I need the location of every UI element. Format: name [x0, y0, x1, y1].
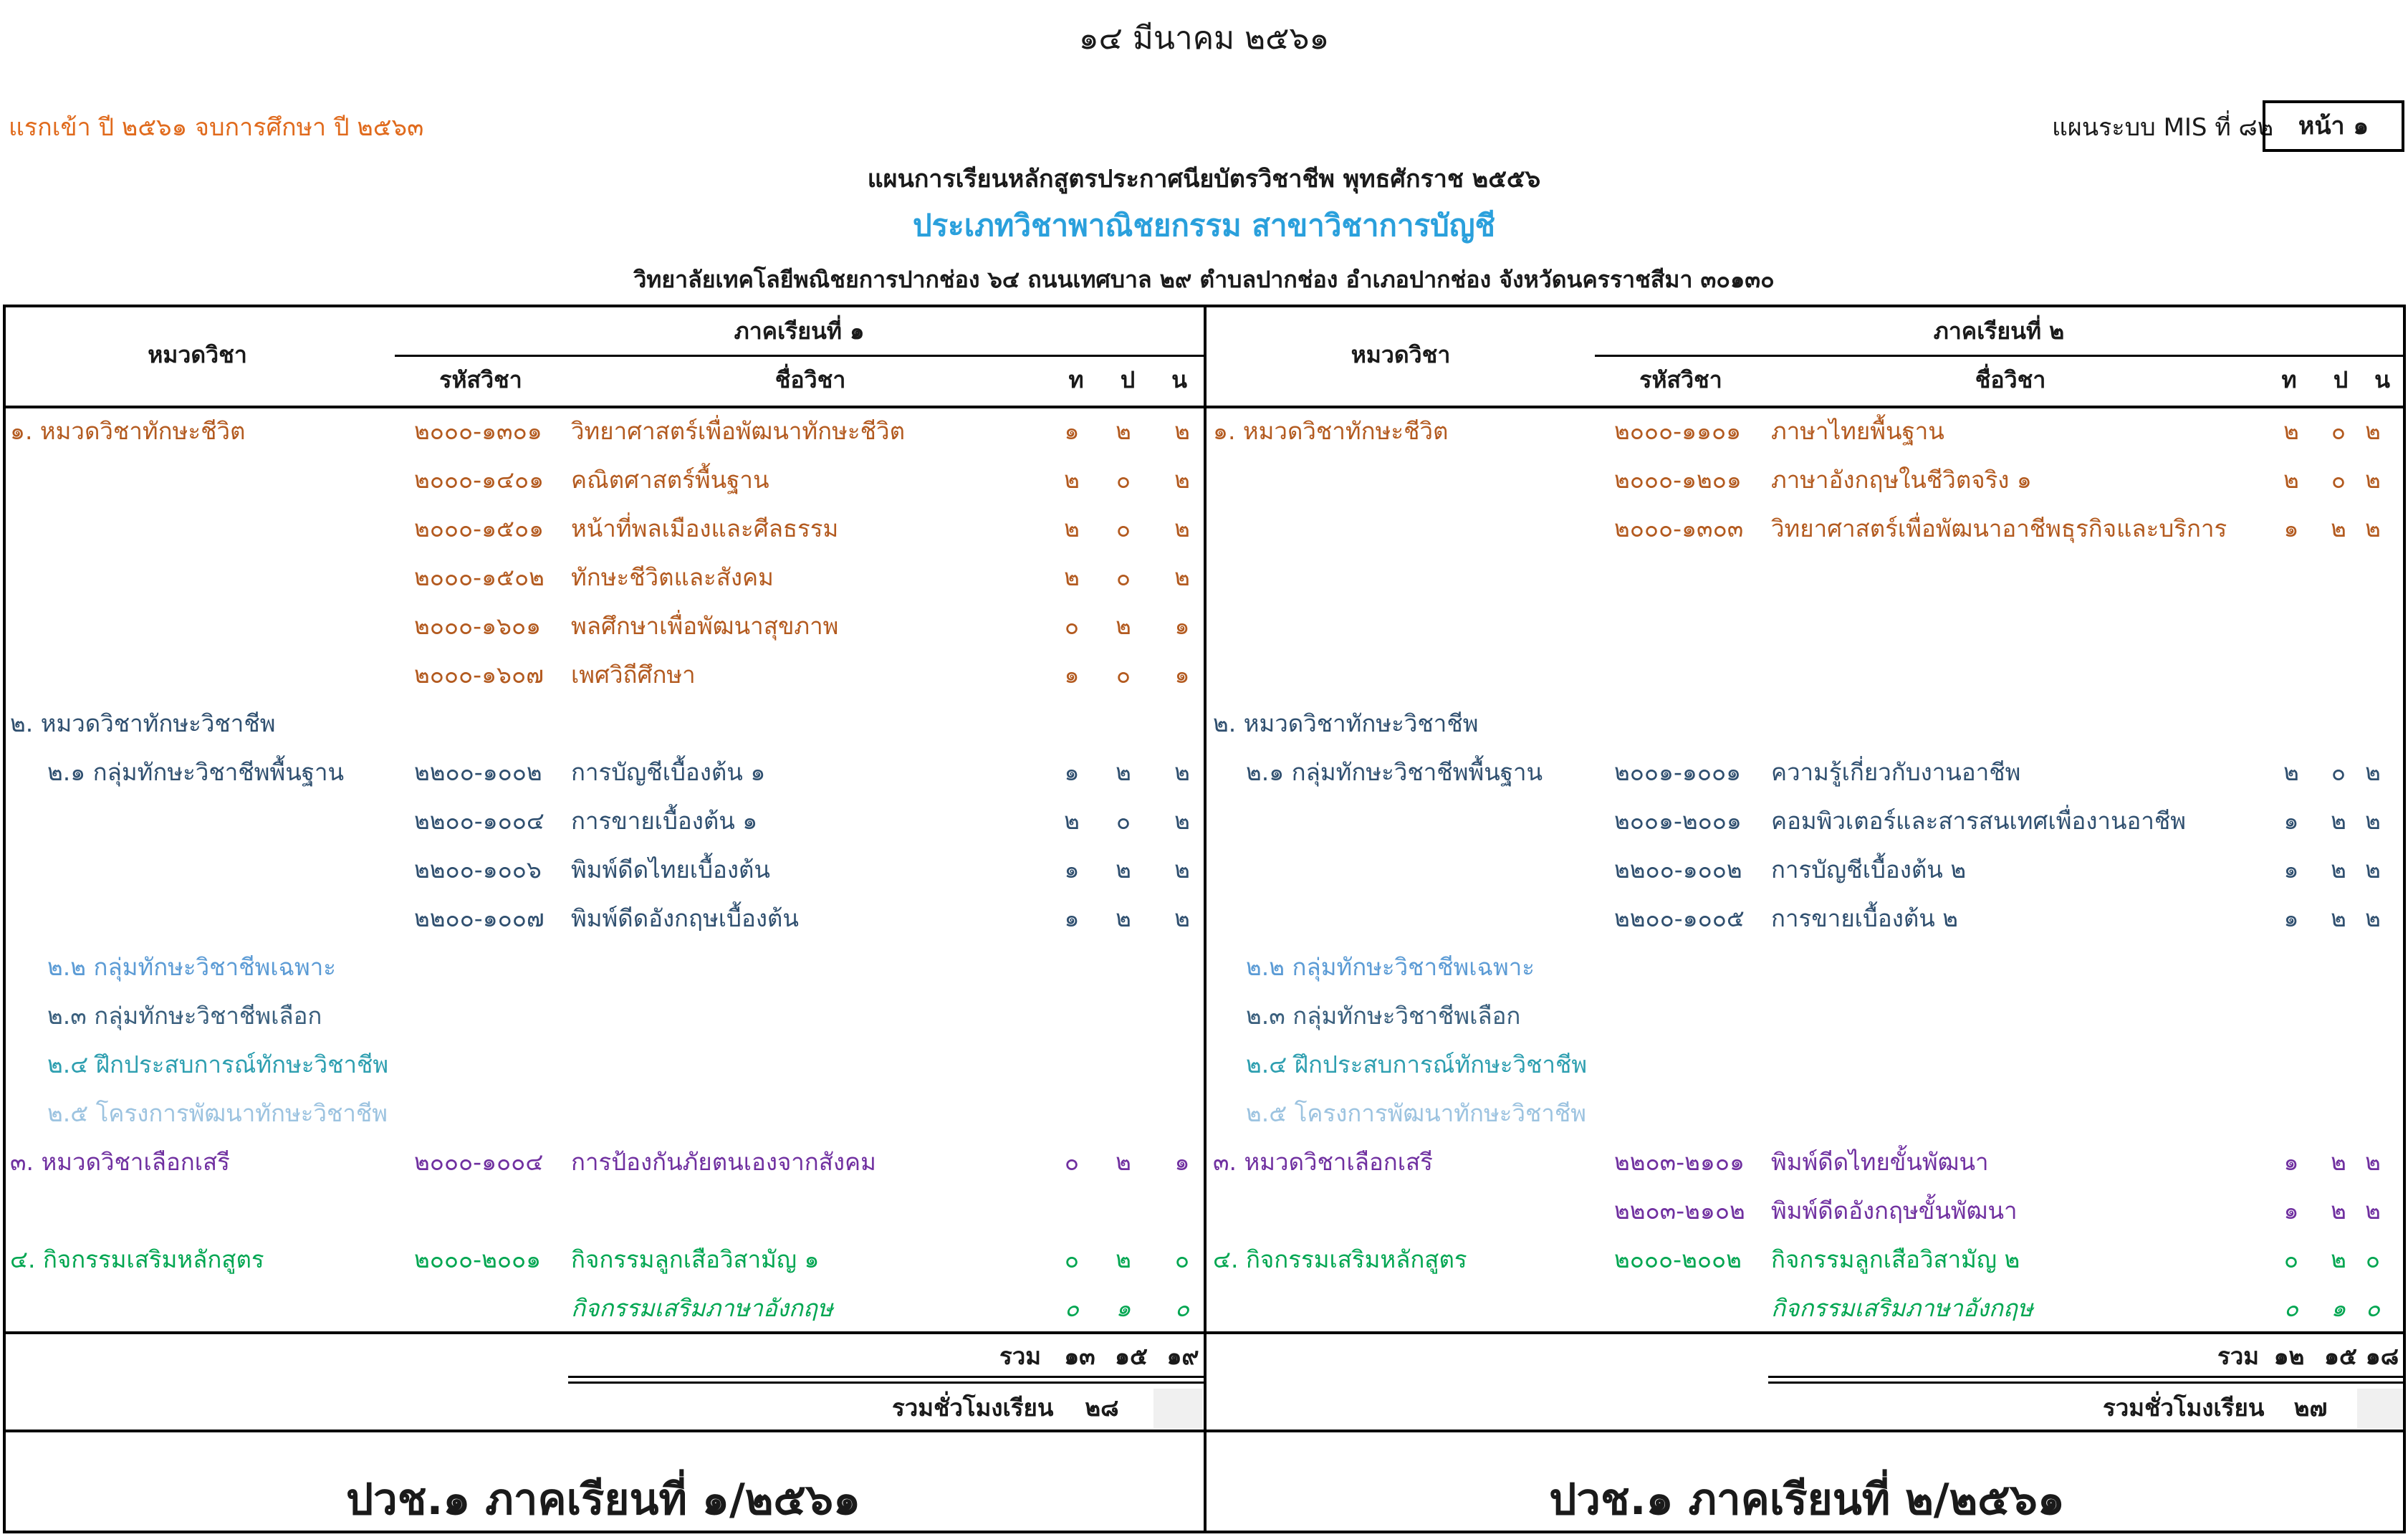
- course-practice-hours: ๒: [2331, 1148, 2346, 1176]
- course-name: การบัญชีเบื้องต้น ๑: [571, 758, 766, 786]
- right-total-credit: ๑๘: [2365, 1342, 2399, 1370]
- course-theory-hours: ๑: [2283, 1197, 2299, 1225]
- course-credits: ๐: [2365, 1245, 2381, 1273]
- footer-top-line: [3, 1430, 2406, 1432]
- right-credit-header: น: [2374, 366, 2390, 393]
- course-practice-hours: ๐: [2331, 466, 2346, 494]
- right-category-label: ๒.๓ กลุ่มทักษะวิชาชีพเลือก: [1246, 1002, 1521, 1030]
- course-practice-hours: ๒: [2331, 1245, 2346, 1273]
- right-total-label: รวม: [2217, 1342, 2260, 1370]
- course-practice-hours: ๐: [1116, 807, 1131, 835]
- course-practice-hours: ๐: [1116, 563, 1131, 591]
- course-practice-hours: ๒: [1116, 856, 1131, 884]
- course-name: พิมพ์ดีดอังกฤษขั้นพัฒนา: [1771, 1197, 2018, 1225]
- course-code: ๒๒๐๐-๑๐๐๖: [414, 856, 542, 884]
- course-credits: ๒: [2365, 514, 2381, 542]
- right-category-label: ๒.๕ โครงการพัฒนาทักษะวิชาชีพ: [1246, 1099, 1587, 1127]
- course-practice-hours: ๐: [1116, 514, 1131, 542]
- course-code: ๒๒๐๓-๒๑๐๑: [1614, 1148, 1745, 1176]
- course-theory-hours: ๐: [1064, 1148, 1080, 1176]
- right-hours-value: ๒๗: [2293, 1394, 2328, 1422]
- course-practice-hours: ๒: [1116, 904, 1131, 932]
- course-code: ๒๐๐๑-๑๐๐๑: [1614, 758, 1742, 786]
- course-theory-hours: ๒: [1064, 466, 1080, 494]
- course-name: ภาษาอังกฤษในชีวิตจริง ๑: [1771, 466, 2032, 494]
- course-theory-hours: ๒: [1064, 563, 1080, 591]
- course-theory-hours: ๑: [2283, 904, 2299, 932]
- left-hours-value: ๒๘: [1085, 1394, 1119, 1422]
- course-name: เพศวิถีศึกษา: [571, 661, 696, 689]
- left-category-label: ๒.๔ ฝึกประสบการณ์ทักษะวิชาชีพ: [47, 1050, 389, 1078]
- left-hours-double-line-1: [568, 1376, 1204, 1378]
- course-credits: ๒: [1174, 758, 1190, 786]
- course-credits: ๑: [1174, 1148, 1190, 1176]
- right-code-header: รหัสวิชา: [1639, 366, 1722, 393]
- left-hours-double-line-2: [568, 1382, 1204, 1384]
- course-code: ๒๐๐๐-๑๖๐๑: [414, 612, 542, 640]
- right-practice-header: ป: [2333, 366, 2349, 393]
- course-theory-hours: ๑: [2283, 514, 2299, 542]
- right-category-label: ๓. หมวดวิชาเลือกเสรี: [1213, 1148, 1433, 1176]
- header-bottom-line: [3, 406, 2406, 408]
- page-number-box: หน้า ๑: [2263, 100, 2404, 152]
- left-total-theory: ๑๓: [1064, 1342, 1095, 1370]
- right-footer-title: ปวช.๑ ภาคเรียนที่ ๒/๒๕๖๑: [1549, 1475, 2065, 1525]
- course-credits: ๒: [1174, 417, 1190, 445]
- right-hours-double-line-2: [1768, 1382, 2403, 1384]
- course-practice-hours: ๒: [1116, 1245, 1131, 1273]
- course-name: พิมพ์ดีดอังกฤษเบื้องต้น: [571, 904, 799, 932]
- course-credits: ๒: [2365, 417, 2381, 445]
- course-practice-hours: ๒: [2331, 807, 2346, 835]
- course-practice-hours: ๑: [1116, 1294, 1131, 1322]
- course-practice-hours: ๐: [2331, 758, 2346, 786]
- course-code: ๒๐๐๑-๒๐๐๑: [1614, 807, 1742, 835]
- course-code: ๒๐๐๐-๑๓๐๑: [414, 417, 542, 445]
- course-practice-hours: ๒: [2331, 856, 2346, 884]
- course-credits: ๒: [1174, 466, 1190, 494]
- course-credits: ๑: [1174, 661, 1190, 689]
- left-name-header: ชื่อวิชา: [774, 366, 846, 393]
- course-credits: ๒: [1174, 563, 1190, 591]
- left-practice-header: ป: [1120, 366, 1136, 393]
- intake-year-text: แรกเข้า ปี ๒๕๖๑ จบการศึกษา ปี ๒๕๖๓: [9, 113, 424, 142]
- left-total-credit: ๑๙: [1166, 1342, 1199, 1370]
- course-practice-hours: ๑: [2331, 1294, 2346, 1322]
- course-name: พิมพ์ดีดไทยเบื้องต้น: [571, 856, 770, 884]
- course-name: หน้าที่พลเมืองและศีลธรรม: [571, 514, 839, 542]
- course-theory-hours: ๐: [1064, 1294, 1080, 1322]
- right-category-label: ๒.๑ กลุ่มทักษะวิชาชีพพื้นฐาน: [1246, 758, 1543, 786]
- course-name: วิทยาศาสตร์เพื่อพัฒนาทักษะชีวิต: [571, 417, 905, 445]
- right-category-label: ๒.๔ ฝึกประสบการณ์ทักษะวิชาชีพ: [1246, 1050, 1588, 1078]
- course-practice-hours: ๐: [1116, 466, 1131, 494]
- course-credits: ๐: [1174, 1245, 1190, 1273]
- course-theory-hours: ๒: [1064, 807, 1080, 835]
- course-code: ๒๒๐๐-๑๐๐๒: [414, 758, 542, 786]
- course-theory-hours: ๑: [2283, 1148, 2299, 1176]
- course-practice-hours: ๒: [1116, 612, 1131, 640]
- course-credits: ๒: [2365, 856, 2381, 884]
- totals-top-line: [3, 1331, 2406, 1334]
- right-category-label: ๒. หมวดวิชาทักษะวิชาชีพ: [1213, 709, 1479, 737]
- left-category-label: ๔. กิจกรรมเสริมหลักสูตร: [10, 1245, 264, 1273]
- document-date: ๑๔ มีนาคม ๒๕๖๑: [1078, 20, 1330, 57]
- right-category-label: ๔. กิจกรรมเสริมหลักสูตร: [1213, 1245, 1467, 1273]
- course-practice-hours: ๒: [1116, 1148, 1131, 1176]
- course-name: ภาษาไทยพื้นฐาน: [1771, 417, 1944, 445]
- program-title: ประเภทวิชาพาณิชยกรรม สาขาวิชาการบัญชี: [912, 208, 1496, 243]
- right-total-theory: ๑๒: [2273, 1342, 2305, 1370]
- left-hours-label: รวมชั่วโมงเรียน: [892, 1394, 1054, 1422]
- course-theory-hours: ๒: [2283, 758, 2299, 786]
- course-name: ความรู้เกี่ยวกับงานอาชีพ: [1771, 758, 2021, 786]
- mis-plan-number: แผนระบบ MIS ที่ ๘๒: [2052, 113, 2274, 142]
- course-theory-hours: ๑: [1064, 904, 1080, 932]
- right-category-label: ๑. หมวดวิชาทักษะชีวิต: [1213, 417, 1449, 445]
- course-name: พลศึกษาเพื่อพัฒนาสุขภาพ: [571, 612, 839, 640]
- left-code-header: รหัสวิชา: [439, 366, 522, 393]
- course-code: ๒๐๐๐-๑๔๐๑: [414, 466, 545, 494]
- course-code: ๒๐๐๐-๑๑๐๑: [1614, 417, 1742, 445]
- course-credits: ๒: [2365, 466, 2381, 494]
- course-credits: ๒: [2365, 904, 2381, 932]
- course-theory-hours: ๐: [1064, 612, 1080, 640]
- course-credits: ๒: [2365, 807, 2381, 835]
- left-category-label: ๒.๕ โครงการพัฒนาทักษะวิชาชีพ: [47, 1099, 388, 1127]
- right-total-practice: ๑๕: [2324, 1342, 2357, 1370]
- course-practice-hours: ๐: [1116, 661, 1131, 689]
- right-hours-shade: [2357, 1389, 2403, 1428]
- course-code: ๒๐๐๐-๑๕๐๒: [414, 563, 545, 591]
- right-semester-header: ภาคเรียนที่ ๒: [1933, 317, 2065, 345]
- curriculum-title: แผนการเรียนหลักสูตรประกาศนียบัตรวิชาชีพ พุทธศักราช ๒๕๕๖: [867, 165, 1541, 193]
- course-theory-hours: ๒: [2283, 466, 2299, 494]
- left-semester-header: ภาคเรียนที่ ๑: [734, 317, 865, 345]
- course-practice-hours: ๒: [2331, 904, 2346, 932]
- left-theory-header: ท: [1068, 366, 1084, 393]
- course-credits: ๒: [1174, 807, 1190, 835]
- course-name: การบัญชีเบื้องต้น ๒: [1771, 856, 1967, 884]
- course-code: ๒๒๐๐-๑๐๐๒: [1614, 856, 1742, 884]
- college-address: วิทยาลัยเทคโลยีพณิชยการปากช่อง ๖๔ ถนนเทศบาล ๒๙ ตำบลปากช่อง อำเภอปากช่อง จังหวัดนครราชสีมา ๓๐๑๓๐: [633, 266, 1775, 293]
- course-code: ๒๒๐๐-๑๐๐๗: [414, 904, 545, 932]
- course-code: ๒๐๐๐-๑๐๐๔: [414, 1148, 544, 1176]
- course-credits: ๒: [2365, 1148, 2381, 1176]
- course-theory-hours: ๑: [1064, 661, 1080, 689]
- course-code: ๒๐๐๐-๒๐๐๑: [414, 1245, 542, 1273]
- left-category-header: หมวดวิชา: [148, 341, 247, 368]
- course-theory-hours: ๒: [2283, 417, 2299, 445]
- left-category-label: ๒. หมวดวิชาทักษะวิชาชีพ: [10, 709, 276, 737]
- course-name: คณิตศาสตร์พื้นฐาน: [571, 466, 769, 494]
- course-credits: ๒: [1174, 856, 1190, 884]
- course-code: ๒๐๐๐-๑๖๐๗: [414, 661, 544, 689]
- course-practice-hours: ๐: [2331, 417, 2346, 445]
- course-code: ๒๐๐๐-๑๓๐๓: [1614, 514, 1744, 542]
- left-total-label: รวม: [999, 1342, 1042, 1370]
- course-theory-hours: ๑: [1064, 417, 1080, 445]
- course-name: การป้องกันภัยตนเองจากสังคม: [571, 1148, 876, 1176]
- course-name: พิมพ์ดีดไทยขั้นพัฒนา: [1771, 1148, 1989, 1176]
- right-theory-header: ท: [2281, 366, 2297, 393]
- left-category-label: ๒.๓ กลุ่มทักษะวิชาชีพเลือก: [47, 1002, 322, 1030]
- left-header-underline: [395, 355, 1204, 357]
- course-code: ๒๐๐๐-๒๐๐๒: [1614, 1245, 1742, 1273]
- course-theory-hours: ๑: [2283, 807, 2299, 835]
- course-theory-hours: ๐: [2283, 1245, 2299, 1273]
- course-credits: ๒: [1174, 514, 1190, 542]
- course-credits: ๐: [1174, 1294, 1190, 1322]
- course-theory-hours: ๑: [2283, 856, 2299, 884]
- left-category-label: ๓. หมวดวิชาเลือกเสรี: [10, 1148, 230, 1176]
- course-credits: ๒: [2365, 1197, 2381, 1225]
- course-name: คอมพิวเตอร์และสารสนเทศเพื่องานอาชีพ: [1771, 807, 2187, 835]
- course-code: ๒๒๐๐-๑๐๐๔: [414, 807, 545, 835]
- course-practice-hours: ๒: [2331, 514, 2346, 542]
- semester-divider: [1204, 305, 1207, 1533]
- course-name: กิจกรรมเสริมภาษาอังกฤษ: [1771, 1294, 2033, 1322]
- right-hours-label: รวมชั่วโมงเรียน: [2103, 1394, 2265, 1422]
- course-credits: ๑: [1174, 612, 1190, 640]
- course-code: ๒๒๐๐-๑๐๐๕: [1614, 904, 1745, 932]
- course-name: การขายเบื้องต้น ๒: [1771, 904, 1959, 932]
- left-hours-shade: [1153, 1389, 1202, 1428]
- course-practice-hours: ๒: [1116, 758, 1131, 786]
- course-theory-hours: ๐: [1064, 1245, 1080, 1273]
- course-name: วิทยาศาสตร์เพื่อพัฒนาอาชีพธุรกิจและบริการ: [1771, 514, 2227, 542]
- course-code: ๒๐๐๐-๑๒๐๑: [1614, 466, 1742, 494]
- left-category-label: ๒.๑ กลุ่มทักษะวิชาชีพพื้นฐาน: [47, 758, 345, 786]
- course-theory-hours: ๑: [1064, 856, 1080, 884]
- course-practice-hours: ๒: [2331, 1197, 2346, 1225]
- course-theory-hours: ๐: [2283, 1294, 2299, 1322]
- left-footer-title: ปวช.๑ ภาคเรียนที่ ๑/๒๕๖๑: [345, 1475, 861, 1525]
- course-theory-hours: ๑: [1064, 758, 1080, 786]
- course-credits: ๐: [2365, 1294, 2381, 1322]
- left-category-label: ๑. หมวดวิชาทักษะชีวิต: [10, 417, 246, 445]
- course-name: กิจกรรมลูกเสือวิสามัญ ๒: [1771, 1245, 2020, 1273]
- course-code: ๒๒๐๓-๒๑๐๒: [1614, 1197, 1745, 1225]
- right-category-header: หมวดวิชา: [1351, 341, 1451, 368]
- left-credit-header: น: [1171, 366, 1187, 393]
- course-credits: ๒: [1174, 904, 1190, 932]
- course-credits: ๒: [2365, 758, 2381, 786]
- course-theory-hours: ๒: [1064, 514, 1080, 542]
- course-code: ๒๐๐๐-๑๕๐๑: [414, 514, 545, 542]
- left-total-practice: ๑๕: [1115, 1342, 1148, 1370]
- course-practice-hours: ๒: [1116, 417, 1131, 445]
- left-category-label: ๒.๒ กลุ่มทักษะวิชาชีพเฉพาะ: [47, 953, 337, 981]
- right-name-header: ชื่อวิชา: [1975, 366, 2046, 393]
- course-name: การขายเบื้องต้น ๑: [571, 807, 758, 835]
- right-category-label: ๒.๒ กลุ่มทักษะวิชาชีพเฉพาะ: [1246, 953, 1535, 981]
- course-name: ทักษะชีวิตและสังคม: [571, 563, 774, 591]
- right-hours-double-line-1: [1768, 1376, 2403, 1378]
- right-header-underline: [1595, 355, 2403, 357]
- course-name: กิจกรรมลูกเสือวิสามัญ ๑: [571, 1245, 820, 1273]
- course-name: กิจกรรมเสริมภาษาอังกฤษ: [571, 1294, 833, 1322]
